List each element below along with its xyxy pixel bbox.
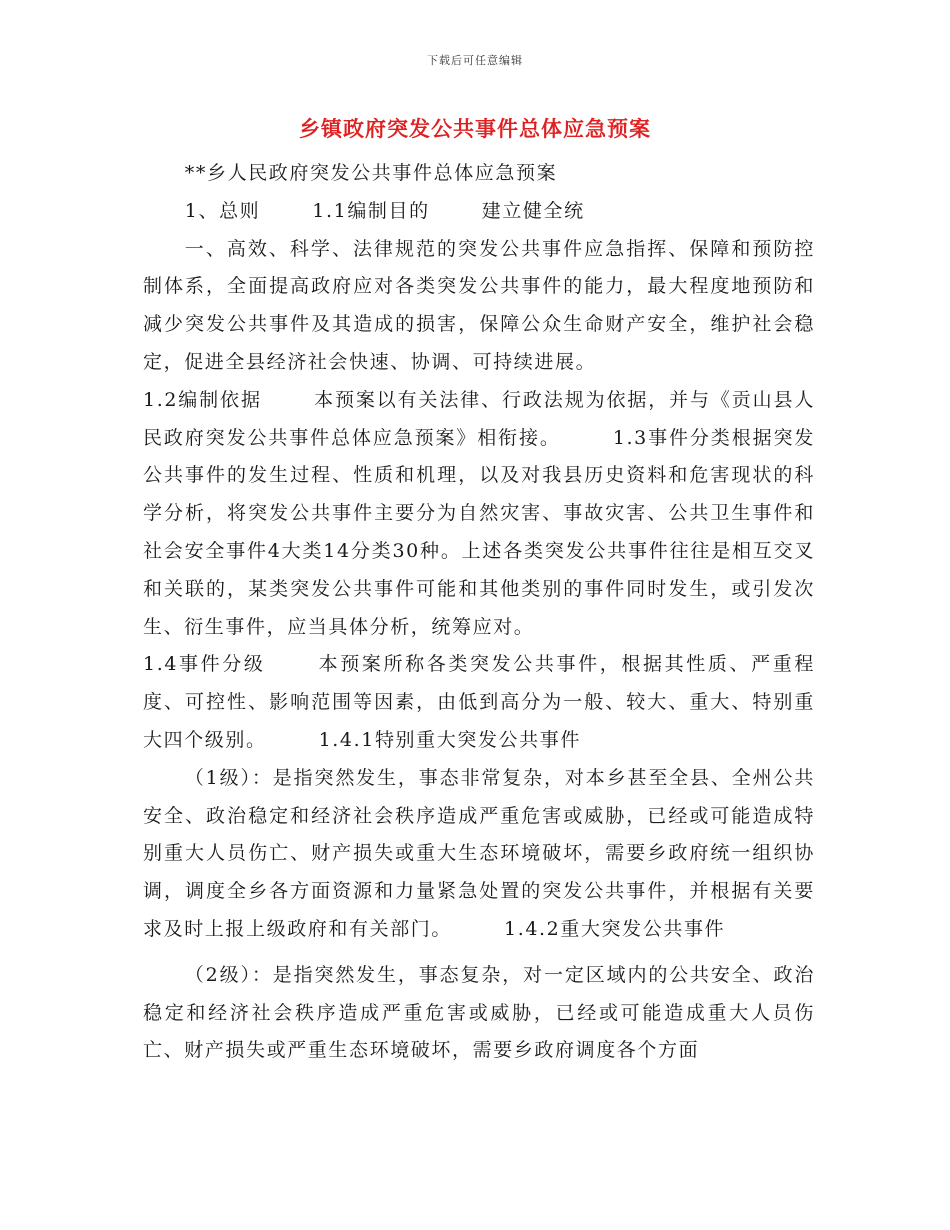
section-1-1-lead-text: 建立健全统 (481, 199, 585, 222)
page-header-note: 下载后可任意编辑 (427, 54, 523, 67)
section-1-2-heading: 1.2编制依据 (143, 388, 262, 411)
section-1-4-2-heading: 1.4.2重大突发公共事件 (504, 917, 726, 940)
section-heading-line (143, 193, 815, 231)
section-1-4-heading: 1.4事件分级 (143, 653, 266, 676)
section-1-4-1-heading: 1.4.1特别重大突发公共事件 (318, 728, 581, 751)
paragraph-purpose (143, 231, 815, 382)
paragraph-grading (143, 646, 815, 759)
section-1-heading: 1、总则 (184, 199, 261, 222)
paragraph-grading-text: 本预案所称各类突发公共事件，根据其性质、严重程度、可控性、影响范围等因素，由低到高分为一般、较大、重大、特别重大四个级别。 (143, 653, 815, 751)
document-subtitle (143, 155, 815, 193)
document-body (143, 155, 815, 1070)
paragraph-level-2-text: （2级）：是指突然发生，事态复杂，对一定区域内的公共安全、政治稳定和经济社会秩序造成严重危害或威胁，已经或可能造成重大人员伤亡、财产损失或严重生态环境破坏，需要乡政府调度各个方面 (143, 963, 815, 1062)
paragraph-level-2 (143, 957, 815, 1070)
section-1-1-heading: 1.1编制目的 (312, 199, 430, 222)
section-1-3-heading: 1.3事件分类 (612, 426, 732, 449)
document-title: 乡镇政府突发公共事件总体应急预案 (299, 116, 651, 141)
paragraph-basis-and-classification (143, 382, 815, 647)
paragraph-basis-text: 本预案以有关法律、行政法规为依据，并与《贡山县人民政府突发公共事件总体应急预案》相衔接。 (143, 388, 815, 449)
paragraph-classification-text: 根据突发公共事件的发生过程、性质和机理，以及对我县历史资料和危害现状的科学分析，将突发公共事件主要分为自然灾害、事故灾害、公共卫生事件和社会安全事件4大类14分类30种。上述各类突发公共事件往往是相互交叉和关联的，某类突发公共事件可能和其他类别的事件同时发生，或引发次生、衍生事件，应当具体分析，统筹应对。 (143, 426, 815, 638)
paragraph-purpose-text: 一、高效、科学、法律规范的突发公共事件应急指挥、保障和预防控制体系，全面提高政府应对各类突发公共事件的能力，最大程度地预防和减少突发公共事件及其造成的损害，保障公众生命财产安全，维护社会稳定，促进全县经济社会快速、协调、可持续进展。 (143, 237, 815, 373)
paragraph-level-1-text: （1级）：是指突然发生，事态非常复杂，对本乡甚至全县、全州公共安全、政治稳定和经济社会秩序造成严重危害或威胁，已经或可能造成特别重大人员伤亡、财产损失或重大生态环境破坏，需要乡政府统一组织协调，调度全乡各方面资源和力量紧急处置的突发公共事件，并根据有关要求及时上报上级政府和有关部门。 (143, 766, 815, 940)
paragraph-level-1 (143, 760, 815, 949)
subtitle-text: **乡人民政府突发公共事件总体应急预案 (184, 162, 558, 184)
